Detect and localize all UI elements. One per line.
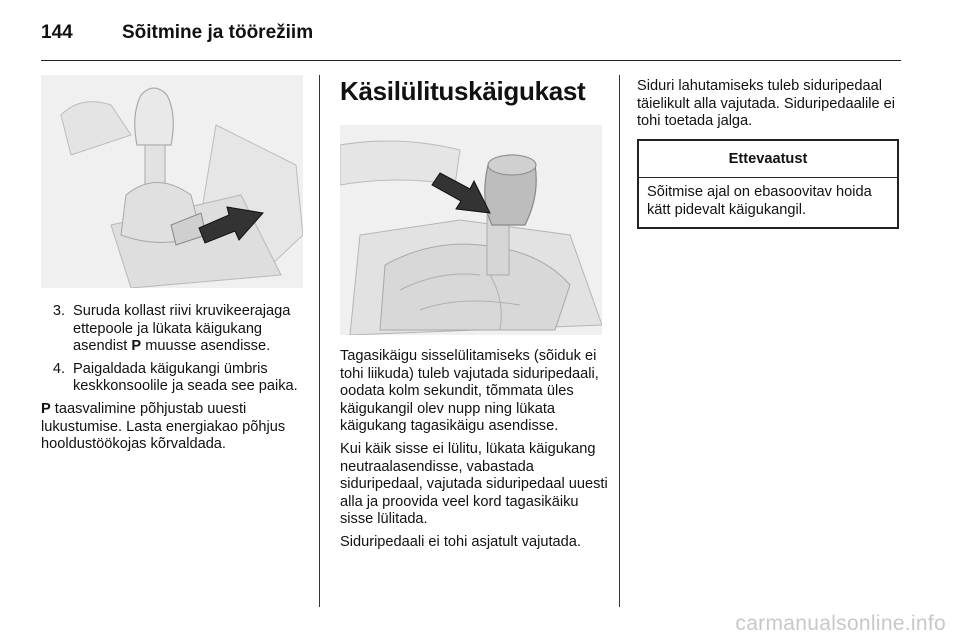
shift-lock-release-illustration (41, 75, 303, 288)
step-number: 4. (52, 360, 65, 377)
manual-gear-lever-illustration (340, 125, 602, 335)
gear-not-engaged-paragraph: Kui käik sisse ei lülitu, lükata käigukang neutraalasendisse, vabastada siduripedaal, vajutada siduripedaal uuesti alla ja proovida veel kord tagasikäiku sisse lülitada. (340, 440, 608, 528)
step-text: Paigaldada käigukangi ümbris keskkonsoolile ja seada see paika. (73, 360, 298, 395)
shift-lock-release-drawing (41, 75, 303, 288)
page-number: 144 (41, 22, 73, 43)
clutch-note-paragraph: Siduripedaali ei tohi asjatult vajutada. (340, 533, 581, 550)
section-title: Käsilülituskäigukast (340, 76, 586, 106)
procedure-steps (41, 303, 311, 396)
chapter-title: Sõitmine ja töörežiim (122, 22, 314, 43)
watermark: carmanualsonline.info (735, 612, 946, 635)
step-text: Suruda kollast riivi kruvikeerajaga ettepoole ja lükata käigukang asendist P muusse asendisse. (73, 303, 291, 355)
step-item (41, 361, 311, 396)
caution-box (637, 139, 899, 229)
left-column-text (41, 303, 311, 454)
caution-heading: Ettevaatust (639, 141, 897, 178)
step-number: 3. (52, 303, 65, 319)
note-paragraph: P taasvalimine põhjustab uuesti lukustumise. Lasta energiakao põhjus hooldustöökojas kõrvaldada. (41, 400, 286, 453)
reverse-gear-paragraph: Tagasikäigu sisselülitamiseks (sõiduk ei tohi liikuda) tuleb vajutada siduripedaali, oodata kolm sekundit, tõmmata üles käigukangil olev nupp ning lükata käigukang tagasikäigu asendisse. (340, 348, 599, 435)
clutch-intro-paragraph: Siduri lahutamiseks tuleb siduripedaal täielikult alla vajutada. Siduripedaalile ei tohi toetada jalga. (637, 78, 895, 130)
middle-column-text (340, 348, 610, 552)
column-divider-right (619, 75, 620, 607)
header-rule (41, 60, 901, 61)
manual-gear-lever-drawing (340, 125, 602, 335)
caution-text: Sõitmise ajal on ebasoovitav hoida kätt pidevalt käigukangil. (647, 184, 872, 218)
page-header (0, 0, 960, 62)
step-item (41, 303, 311, 356)
column-divider-left (319, 75, 320, 607)
right-column-text (637, 78, 901, 131)
